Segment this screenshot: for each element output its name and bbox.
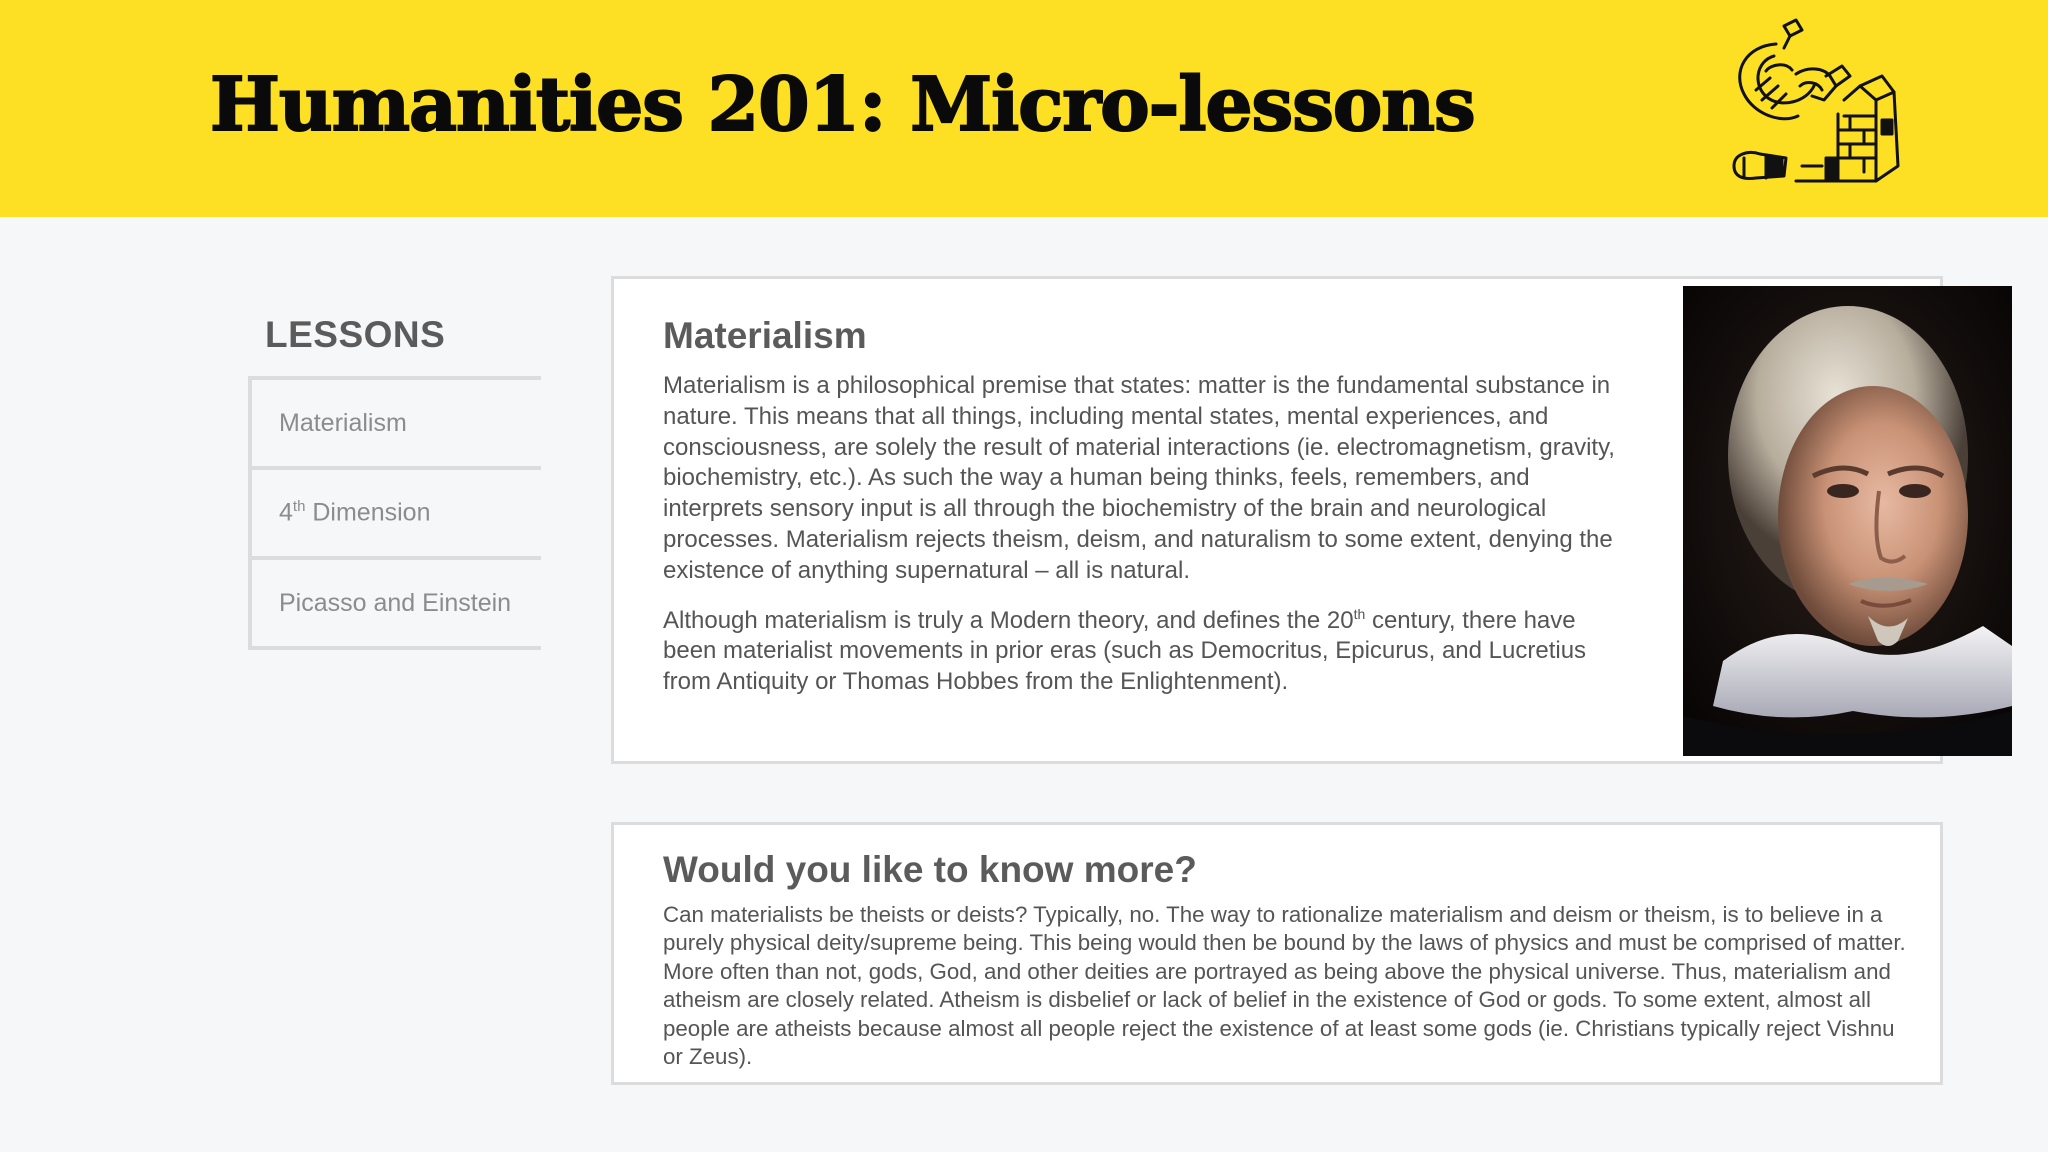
lesson-paragraph-2: Although materialism is truly a Modern theory, and defines the 20th century, there have been materialist movements in prior eras (such as Democritus, Epicurus, and Lucretius from Antiquity or Thomas Hobbes from the Enlightenment). — [663, 605, 1587, 696]
site-title: Humanities 201: Micro-lessons — [210, 62, 1475, 148]
lesson-title: Materialism — [663, 315, 867, 356]
lesson-nav — [248, 376, 541, 650]
lesson-item-4th-dimension[interactable] — [248, 466, 541, 556]
header-bar — [0, 0, 2048, 217]
lesson-item-picasso-and-einstein[interactable] — [248, 556, 541, 650]
lesson-item-label: Picasso and Einstein — [279, 588, 512, 617]
lesson-paragraph-1: Materialism is a philosophical premise that states: matter is the fundamental substance in nature. This means that all things, including mental states, mental experiences, and consciousness, are solely the result of material interactions (ie. electromagnetism, gravity, biochemistry, etc.). As such the way a human being thinks, feels, remembers, and interprets sensory input is all through the biochemistry of the brain and neurological processes. Materialism rejects theism, deism, and naturalism to some extent, denying the existence of anything supernatural – all is natural. — [663, 372, 1615, 584]
portrait-image — [1683, 286, 2012, 756]
lesson-item-materialism[interactable] — [248, 376, 541, 466]
hand-drawing-house-logo-icon — [1726, 16, 1904, 191]
lesson-item-label: Materialism — [279, 408, 407, 437]
more-info-card — [611, 822, 1943, 1085]
more-info-title: Would you like to know more? — [663, 849, 1197, 890]
lesson-body — [663, 371, 1633, 710]
more-info-paragraph: Can materialists be theists or deists? Typically, no. The way to rationalize materialism and deism or theism, is to believe in a purely physical deity/supreme being. This being would then be bound by the laws of physics and must be comprised of matter. More often than not, gods, God, and other deities are portrayed as being above the physical universe. Thus, materialism and atheism are closely related. Atheism is disbelief or lack of belief in the existence of God or gods. To some extent, almost all people are atheists because almost all people reject the existence of at least some gods (ie. Christians typically reject Vishnu or Zeus). — [663, 902, 1906, 1070]
lesson-item-label: 4th Dimension — [279, 498, 431, 527]
more-info-body — [663, 901, 1913, 1071]
lessons-heading: LESSONS — [265, 314, 446, 355]
